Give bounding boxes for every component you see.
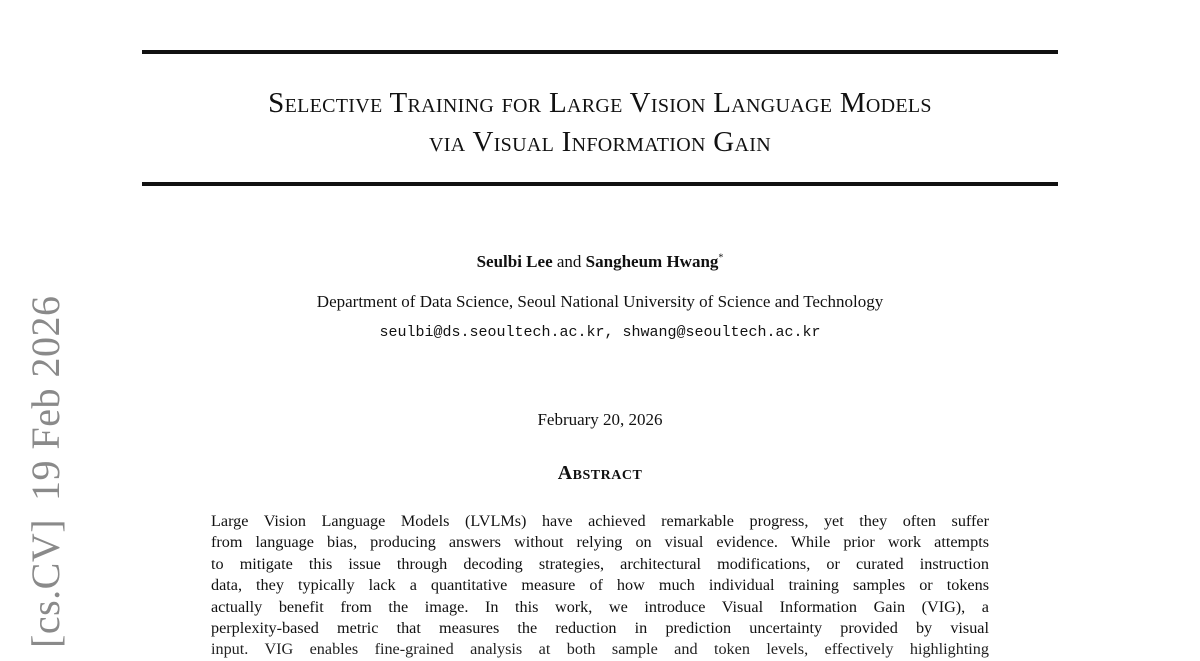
paper-title-line-1: Selective Training for Large Vision Language Models [268, 87, 932, 119]
abstract-line: perplexity-based metric that measures the reduction in prediction uncertainty provided by visual [211, 619, 989, 638]
abstract-line: actually benefit from the image. In this work, we introduce Visual Information Gain (VIG), a [211, 597, 989, 616]
title-rule-top [142, 50, 1058, 54]
arxiv-date: 19 Feb 2026 [23, 295, 68, 501]
paper-title-line-2: via Visual Information Gain [429, 126, 771, 158]
abstract-line: Large Vision Language Models (LVLMs) have achieved remarkable progress, yet they often suffer [211, 512, 989, 530]
paper-date: February 20, 2026 [537, 410, 663, 429]
affiliation: Department of Data Science, Seoul National University of Science and Technology [316, 292, 884, 311]
abstract-line: from language bias, producing answers without relying on visual evidence. While prior work attempts [211, 533, 989, 552]
abstract-line: input. VIG enables fine-grained analysis at both sample and token levels, effectively highlighting [211, 640, 989, 659]
author-list [142, 251, 1058, 273]
abstract-heading: Abstract [557, 462, 643, 484]
corresponding-author-mark: * [718, 252, 724, 264]
abstract-body [211, 511, 989, 661]
author-separator: and [556, 252, 582, 271]
author-name: Seulbi Lee [476, 252, 553, 271]
author-name: Sangheum Hwang [585, 252, 719, 271]
author-emails: seulbi@ds.seoultech.ac.kr, shwang@seoultech.ac.kr [379, 324, 821, 341]
arxiv-watermark [22, 295, 70, 648]
title-rule-bottom [142, 182, 1058, 186]
abstract-line: data, they typically lack a quantitative measure of how much individual training samples or tokens [211, 576, 989, 595]
arxiv-category: [cs.CV] [23, 518, 68, 648]
abstract-line: to mitigate this issue through decoding strategies, architectural modifications, or curated instruction [211, 554, 989, 573]
